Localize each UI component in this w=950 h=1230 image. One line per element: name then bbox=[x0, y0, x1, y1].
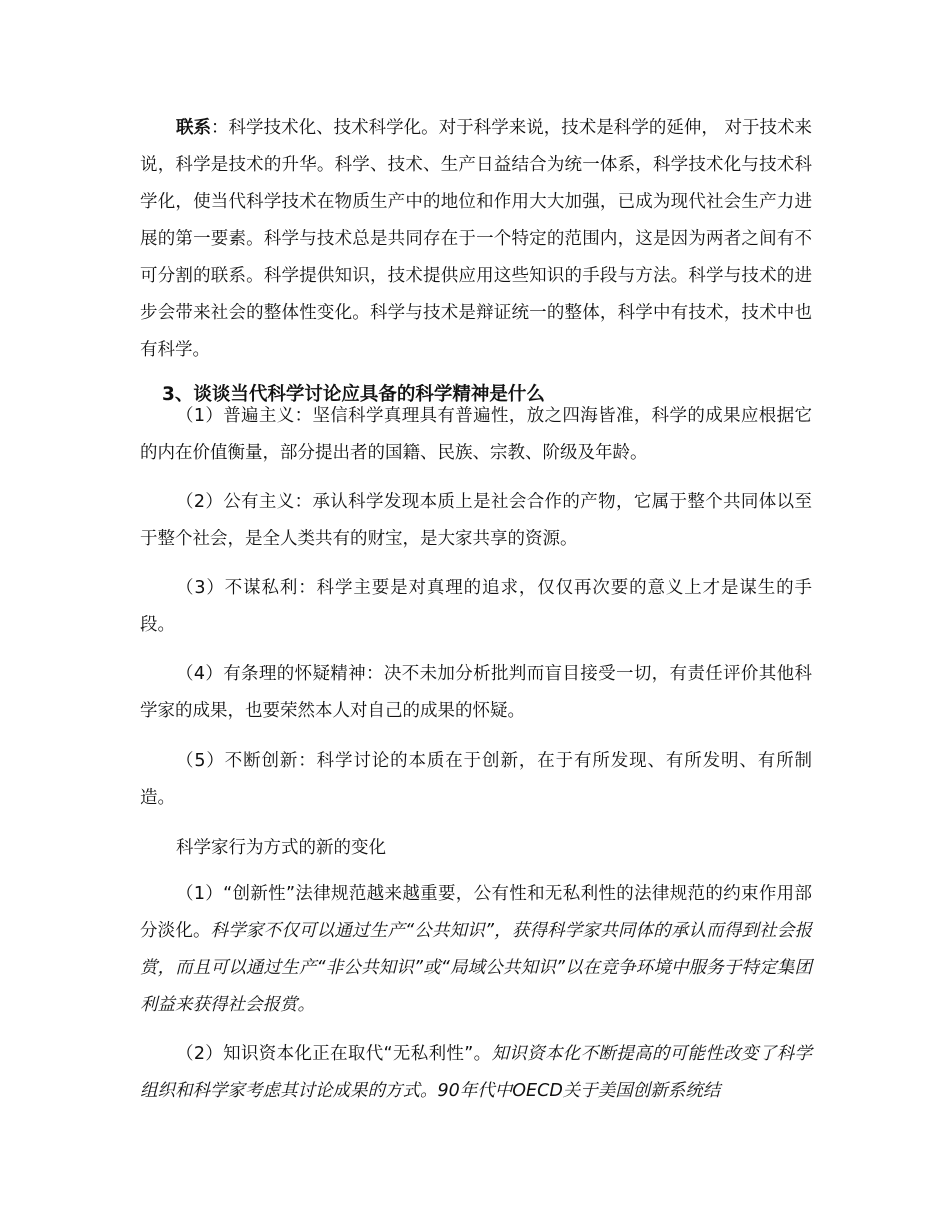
changes-title: 科学家行为方式的新的变化 bbox=[176, 838, 386, 858]
spirit-item-1: （1）普遍主义：坚信科学真理具有普遍性，放之四海皆准，科学的成果应根据它的内在价值衡量，部分提出者的国籍、民族、宗教、阶级及年龄。 bbox=[140, 406, 812, 463]
change-item-1 bbox=[140, 876, 812, 1024]
link-paragraph bbox=[140, 110, 812, 369]
spirit-item-2: （2）公有主义：承认科学发现本质上是社会合作的产物，它属于整个共同体以至于整个社会，是全人类共有的财宝，是大家共享的资源。 bbox=[140, 492, 812, 549]
change-1-plain: （1）“创新性”法律规范越来越重要，公有性和无私利性的法律规范的约束作用部分淡化。 bbox=[140, 884, 812, 941]
change-1-italic: 科学家不仅可以通过生产“公共知识”，获得科学家共同体的承认而得到社会报赏，而且可以通过生产“非公共知识”或“局域公共知识”以在竞争环境中服务于特定集团利益来获得社会报赏。 bbox=[140, 921, 812, 1015]
change-2-plain: （2）知识资本化正在取代“无私利性”。 bbox=[176, 1044, 492, 1064]
spirit-item-5: （5）不断创新：科学讨论的本质在于创新，在于有所发现、有所发明、有所制造。 bbox=[140, 751, 812, 808]
link-text: ：科学技术化、技术科学化。对于科学来说，技术是科学的延伸， 对于技术来说，科学是技术的升华。科学、技术、生产日益结合为统一体系，科学技术化与技术科学化，使当代科学技术在物质生产中的地位和作用大大加强，已成为现代社会生产力进展的第一要素。科学与技术总是共同存在于一个特定的范围内，这是因为两者之间有不可分割的联系。科学提供知识，技术提供应用这些知识的手段与方法。科学与技术的进步会带来社会的整体性变化。科学与技术是辩证统一的整体，科学中有技术，技术中也有科学。 bbox=[140, 118, 813, 360]
change-2-italic: 知识资本化不断提高的可能性改变了科学组织和科学家考虑其讨论成果的方式。90年代中OECD关于美国创新系统结 bbox=[140, 1044, 813, 1101]
link-label: 联系 bbox=[176, 118, 212, 138]
change-item-2 bbox=[140, 1036, 812, 1110]
spirit-item-4: （4）有条理的怀疑精神：决不未加分析批判而盲目接受一切，有责任评价其他科学家的成果，也要荣然本人对自己的成果的怀疑。 bbox=[140, 664, 812, 721]
spirit-item-3: （3）不谋私利：科学主要是对真理的追求，仅仅再次要的意义上才是谋生的手段。 bbox=[140, 578, 812, 635]
section-heading: 3、谈谈当代科学讨论应具备的科学精神是什么 bbox=[162, 384, 545, 405]
